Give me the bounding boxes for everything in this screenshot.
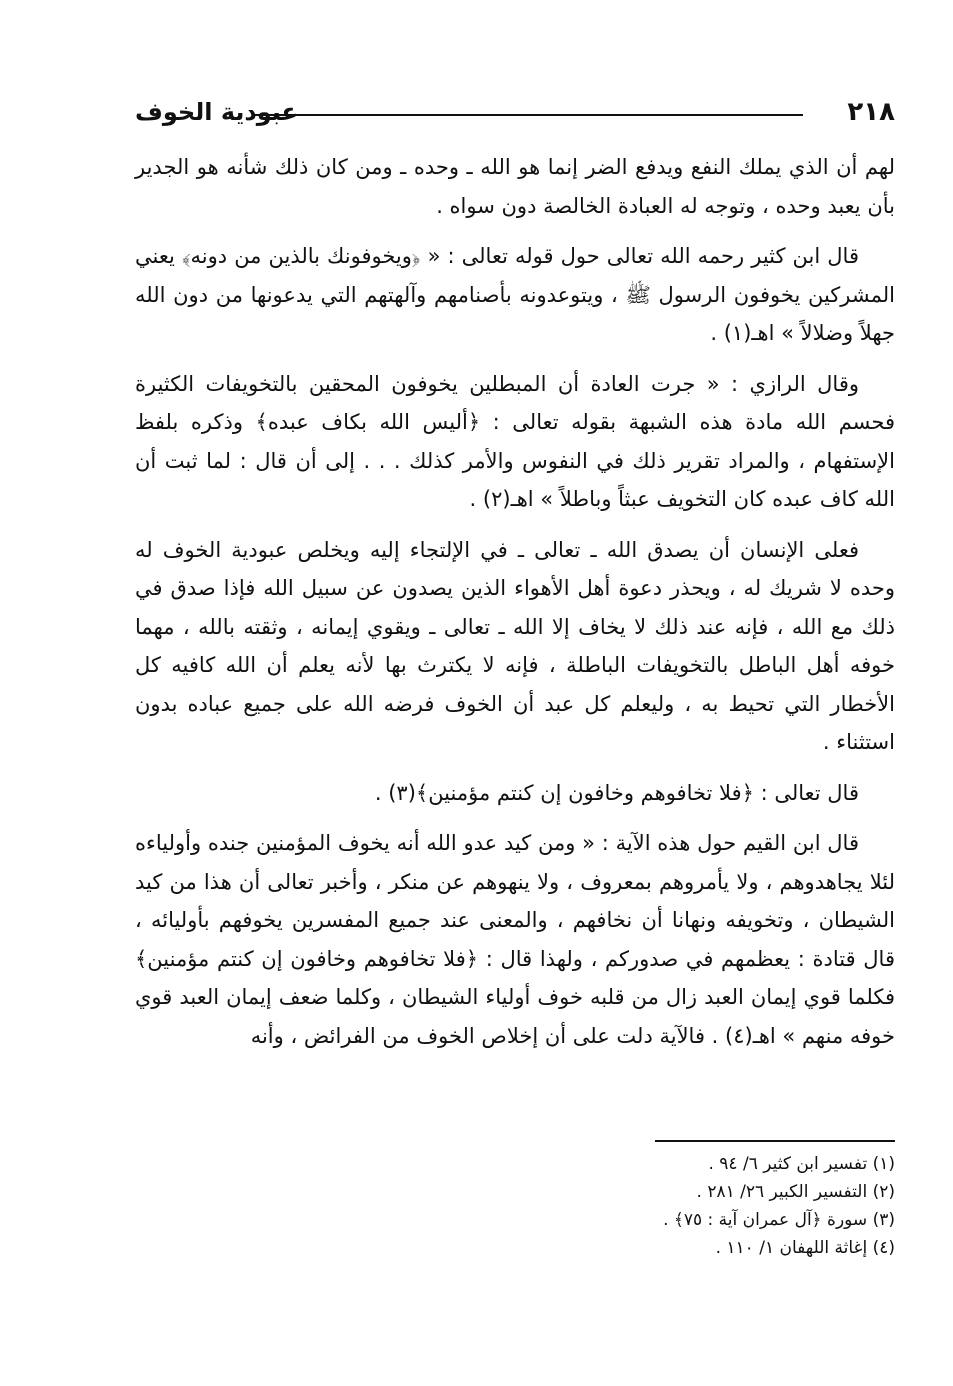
running-title: عبودية الخوف	[135, 98, 298, 126]
page-number: ٢١٨	[847, 97, 895, 127]
footnote-rule	[655, 1140, 895, 1142]
paragraph-2: قال ابن كثير رحمه الله تعالى حول قوله تعالى : « ﴿ويخوفونك بالذين من دونه﴾ يعني المشركين يخوفون الرسول ﷺ ، ويتوعدونه بأصنامهم وآلهتهم التي يدعونها من دون الله جهلاً وضلالاً » اهـ(١) .	[135, 244, 895, 345]
footnote-2: (٢) التفسير الكبير ٢٦/ ٢٨١ .	[696, 1182, 895, 1202]
footnote-3: (٣) سورة ﴿آل عمران آية : ٧٥﴾ .	[663, 1210, 895, 1230]
footnote-4: (٤) إغاثة اللهفان ١/ ١١٠ .	[715, 1238, 895, 1258]
paragraph-3: وقال الرازي : « جرت العادة أن المبطلين يخوفون المحقين بالتخويفات الكثيرة فحسم الله مادة هذه الشبهة بقوله تعالى : ﴿أليس الله بكاف عبده﴾ وذكره بلفظ الإستفهام ، والمراد تقرير ذلك في النفوس والأمر كذلك . . . إلى أن قال : لما ثبت أن الله كاف عبده كان التخويف عبثاً وباطلاً » اهـ(٢) .	[135, 371, 895, 511]
header-rule	[253, 114, 803, 116]
paragraph-1: لهم أن الذي يملك النفع ويدفع الضر إنما هو الله ـ وحده ـ ومن كان ذلك شأنه هو الجدير بأن يعبد وحده ، وتوجه له العبادة الخالصة دون سواه .	[135, 155, 895, 218]
paragraph-4: فعلى الإنسان أن يصدق الله ـ تعالى ـ في الإلتجاء إليه ويخلص عبودية الخوف له وحده لا شريك له ، ويحذر دعوة أهل الأهواء الذين يصدون عن سبيل الله فإذا صدق في ذلك مع الله ، فإنه عند ذلك لا يخاف إلا الله ـ تعالى ـ ويقوي إيمانه ، وثقته بالله ، مهما خوفه أهل الباطل بالتخويفات الباطلة ، فإنه لا يكترث بها لأنه يعلم أن الله كافيه كل الأخطار التي تحيط به ، وليعلم كل عبد أن الخوف فرضه الله على جميع عباده بدون استثناء .	[135, 537, 895, 754]
body-text	[135, 148, 895, 1067]
paragraph-5: قال تعالى : ﴿فلا تخافوهم وخافون إن كنتم مؤمنين﴾(٣) .	[374, 780, 859, 805]
page-header	[135, 93, 895, 133]
paragraph-6: قال ابن القيم حول هذه الآية : « ومن كيد عدو الله أنه يخوف المؤمنين جنده وأولياءه لئلا يجاهدوهم ، ولا يأمروهم بمعروف ، ولا ينهوهم عن منكر ، وأخبر تعالى أن هذا من كيد الشيطان ، وتخويفه ونهانا أن نخافهم ، والمعنى عند جميع المفسرين يخوفهم بأوليائه ، قال قتادة : يعظمهم في صدوركم ، ولهذا قال : ﴿فلا تخافوهم وخافون إن كنتم مؤمنين﴾ فكلما قوي إيمان العبد زال من قلبه خوف أولياء الشيطان ، وكلما ضعف إيمان العبد قوي خوفه منهم » اهـ(٤) . فالآية دلت على أن إخلاص الخوف من الفرائض ، وأنه	[135, 831, 895, 1048]
footnotes	[135, 1150, 895, 1262]
footnote-1: (١) تفسير ابن كثير ٦/ ٩٤ .	[708, 1154, 895, 1174]
